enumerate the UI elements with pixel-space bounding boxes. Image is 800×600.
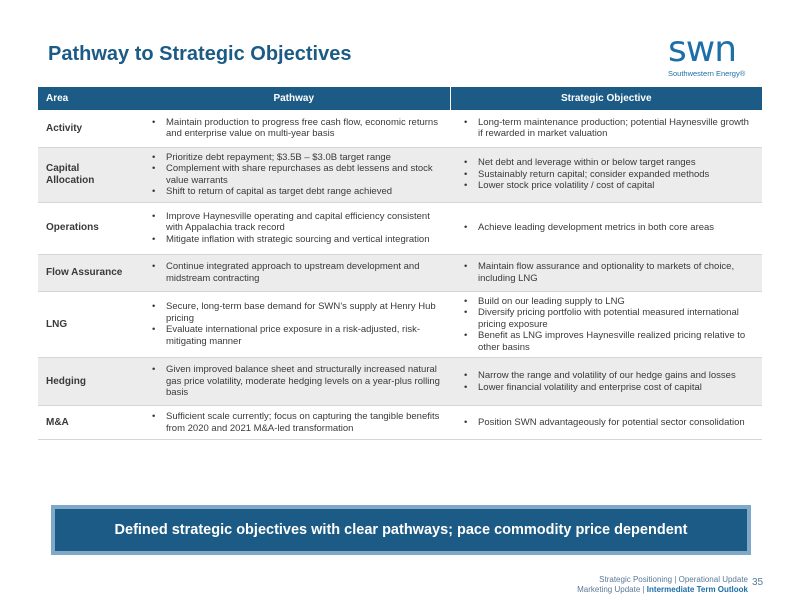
company-logo	[668, 29, 764, 80]
page-number: 35	[752, 577, 764, 588]
row-pathway	[138, 147, 450, 202]
table-row	[38, 358, 762, 406]
table-row	[38, 291, 762, 358]
pathway-bullet: • Improve Haynesville operating and capital efficiency consistent with Appalachia track record	[146, 211, 442, 234]
objective-bullet: • Net debt and leverage within or below target ranges	[458, 157, 754, 169]
page-title: Pathway to Strategic Objectives	[48, 43, 352, 65]
objective-bullet-list	[458, 417, 754, 429]
pathway-bullet: • Continue integrated approach to upstream development and midstream contracting	[146, 261, 442, 284]
pathway-bullet: • Mitigate inflation with strategic sourcing and vertical integration	[146, 234, 442, 246]
objective-bullet: • Diversify pricing portfolio with potential measured international pricing exposure	[458, 307, 754, 330]
objective-bullet-list	[458, 157, 754, 192]
objective-bullet-list	[458, 370, 754, 393]
pathway-bullet: • Evaluate international price exposure in a risk-adjusted, risk-mitigating manner	[146, 324, 442, 347]
pathway-bullet-list	[146, 411, 442, 434]
pathway-bullet: • Secure, long-term base demand for SWN’s supply at Henry Hub pricing	[146, 301, 442, 324]
objective-bullet: • Maintain flow assurance and optionality to markets of choice, including LNG	[458, 261, 754, 284]
row-area: Flow Assurance	[38, 254, 138, 291]
logo-mark: swn	[668, 29, 737, 70]
footer-nav	[577, 575, 748, 595]
row-pathway	[138, 358, 450, 406]
objectives-table	[38, 87, 762, 440]
footer-line-2-prefix: Marketing Update |	[577, 585, 647, 594]
row-pathway	[138, 110, 450, 147]
footer-current-section: Intermediate Term Outlook	[646, 585, 748, 594]
pathway-bullet-list	[146, 301, 442, 347]
row-objective	[450, 202, 762, 254]
row-objective	[450, 291, 762, 358]
objective-bullet: • Position SWN advantageously for potential sector consolidation	[458, 417, 754, 429]
row-pathway	[138, 202, 450, 254]
objective-bullet: • Narrow the range and volatility of our hedge gains and losses	[458, 370, 754, 382]
row-pathway	[138, 291, 450, 358]
row-area: Activity	[38, 110, 138, 147]
pathway-bullet-list	[146, 364, 442, 399]
objective-bullet: • Long-term maintenance production; potential Haynesville growth if rewarded in market valuation	[458, 117, 754, 140]
pathway-bullet: • Complement with share repurchases as debt lessens and stock value warrants	[146, 163, 442, 186]
pathway-bullet-list	[146, 117, 442, 140]
pathway-bullet-list	[146, 152, 442, 198]
pathway-bullet-list	[146, 261, 442, 284]
header-area: Area	[38, 87, 138, 110]
table-header-row	[38, 87, 762, 110]
row-objective	[450, 358, 762, 406]
table-row	[38, 406, 762, 440]
objective-bullet: • Lower stock price volatility / cost of capital	[458, 180, 754, 192]
logo-subtitle: Southwestern Energy®	[668, 69, 746, 78]
pathway-bullet: • Maintain production to progress free cash flow, economic returns and enterprise value on multi-year basis	[146, 117, 442, 140]
footer-line-1: Strategic Positioning | Operational Update	[599, 575, 748, 584]
row-area: Capital Allocation	[38, 147, 138, 202]
header-pathway: Pathway	[138, 87, 450, 110]
pathway-bullet: • Shift to return of capital as target debt range achieved	[146, 186, 442, 198]
row-pathway	[138, 254, 450, 291]
table-row	[38, 147, 762, 202]
table-body	[38, 110, 762, 440]
objective-bullet-list	[458, 117, 754, 140]
row-objective	[450, 406, 762, 440]
row-area: M&A	[38, 406, 138, 440]
row-area: LNG	[38, 291, 138, 358]
table-row	[38, 254, 762, 291]
objective-bullet: • Achieve leading development metrics in both core areas	[458, 222, 754, 234]
row-area: Operations	[38, 202, 138, 254]
objective-bullet-list	[458, 296, 754, 354]
footer-line-2	[577, 585, 748, 595]
row-area: Hedging	[38, 358, 138, 406]
summary-banner: Defined strategic objectives with clear pathways; pace commodity price dependent	[51, 505, 751, 555]
pathway-bullet-list	[146, 211, 442, 246]
table-row	[38, 202, 762, 254]
pathway-bullet: • Given improved balance sheet and structurally increased natural gas price volatility, moderate hedging levels on a year-plus rolling basis	[146, 364, 442, 399]
table-row	[38, 110, 762, 147]
objective-bullet: • Sustainably return capital; consider expanded methods	[458, 169, 754, 181]
row-objective	[450, 110, 762, 147]
objective-bullet: • Build on our leading supply to LNG	[458, 296, 754, 308]
objective-bullet-list	[458, 222, 754, 234]
pathway-bullet: • Sufficient scale currently; focus on capturing the tangible benefits from 2020 and 2021 M&A-led transformation	[146, 411, 442, 434]
row-pathway	[138, 406, 450, 440]
objective-bullet: • Lower financial volatility and enterprise cost of capital	[458, 382, 754, 394]
row-objective	[450, 147, 762, 202]
objective-bullet-list	[458, 261, 754, 284]
objective-bullet: • Benefit as LNG improves Haynesville realized pricing relative to other basins	[458, 330, 754, 353]
row-objective	[450, 254, 762, 291]
header-objective: Strategic Objective	[450, 87, 762, 110]
pathway-bullet: • Prioritize debt repayment; $3.5B – $3.0B target range	[146, 152, 442, 164]
